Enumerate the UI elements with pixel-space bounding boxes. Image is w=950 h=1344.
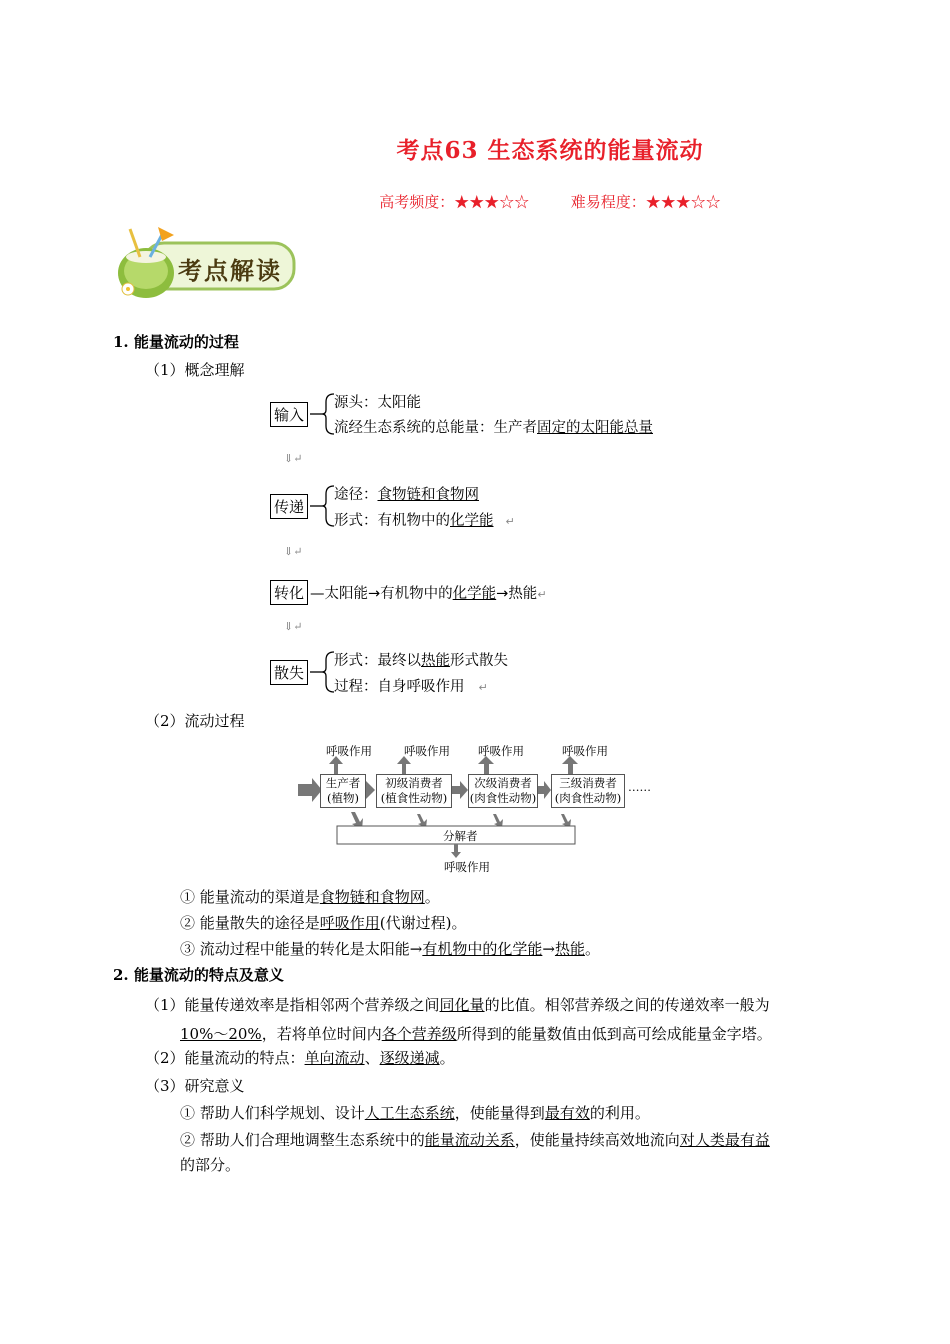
down-arrow-icon: ⇓↵ [284,452,303,465]
flow-arrows [296,740,666,876]
section-badge [112,227,302,303]
resp-label: 呼吸作用 [478,744,524,758]
decomposer-label: 分解者 [443,829,478,843]
input-total: 流经生态系统的总能量：生产者固定的太阳能总量 [334,420,653,436]
section-2-p3a: ① 帮助人们科学规划、设计人工生态系统，使能量得到最有效的利用。 [180,1104,650,1122]
brace-icon [310,392,336,438]
dissipate-box: 散失 [270,660,308,685]
node-secondary-consumer: 次级消费者 (肉食性动物) [468,774,538,808]
transfer-path: 途径：食物链和食物网 [334,487,479,503]
difficulty-level: 难易程度：★★★☆☆ [570,193,721,211]
resp-label: 呼吸作用 [562,744,608,758]
convert-box: 转化 [270,580,308,605]
input-source: 源头：太阳能 [334,395,421,411]
resp-label-bottom: 呼吸作用 [444,860,490,874]
flow-ellipsis: …… [628,780,651,794]
input-box: 输入 [270,402,308,427]
point-1: ① 能量流动的渠道是食物链和食物网。 [180,888,440,906]
section-2-p3b: ② 帮助人们合理地调整生态系统中的能量流动关系，使能量持续高效地流向对人类最有益 的部分。 [180,1131,770,1174]
dissipate-process: 过程：自身呼吸作用 ↵ [334,679,488,695]
exam-frequency: 高考频度：★★★☆☆ [379,193,530,211]
section-2-p2: （2）能量流动的特点：单向流动、逐级递减。 [145,1049,455,1067]
section-1-heading: 1. 能量流动的过程 [113,333,239,351]
point-3: ③ 流动过程中能量的转化是太阳能→有机物中的化学能→热能。 [180,940,600,958]
resp-label: 呼吸作用 [326,744,372,758]
resp-label: 呼吸作用 [404,744,450,758]
node-primary-consumer: 初级消费者 (植食性动物) [376,774,452,808]
section-2-p1: （1）能量传递效率是指相邻两个营养级之间同化量的比值。相邻营养级之间的传递效率一般为 10%～20%，若将单位时间内各个营养级所得到的能量数值由低到高可绘成能量金字塔。 [145,996,772,1043]
down-arrow-icon: ⇓↵ [284,620,303,633]
section-2-heading: 2. 能量流动的特点及意义 [113,966,284,984]
page-title: 考点63 生态系统的能量流动 [396,137,704,164]
convert-chain: —太阳能→有机物中的化学能→热能↵ [310,586,547,602]
brace-icon [310,484,336,530]
badge-label: 考点解读 [178,257,282,285]
down-arrow-icon: ⇓↵ [284,545,303,558]
section-1-sub2: （2）流动过程 [145,712,245,730]
transfer-form: 形式：有机物中的化学能 ↵ [334,513,515,529]
transfer-box: 传递 [270,494,308,519]
dissipate-form: 形式：最终以热能形式散失 [334,653,508,669]
difficulty-line [0,191,950,212]
node-producer: 生产者 (植物) [320,774,366,808]
brace-icon [310,650,336,696]
node-tertiary-consumer: 三级消费者 (肉食性动物) [551,774,625,808]
section-1-sub1: （1）概念理解 [145,361,245,379]
section-2-p3: （3）研究意义 [145,1077,245,1095]
point-2: ② 能量散失的途径是呼吸作用(代谢过程)。 [180,914,467,932]
